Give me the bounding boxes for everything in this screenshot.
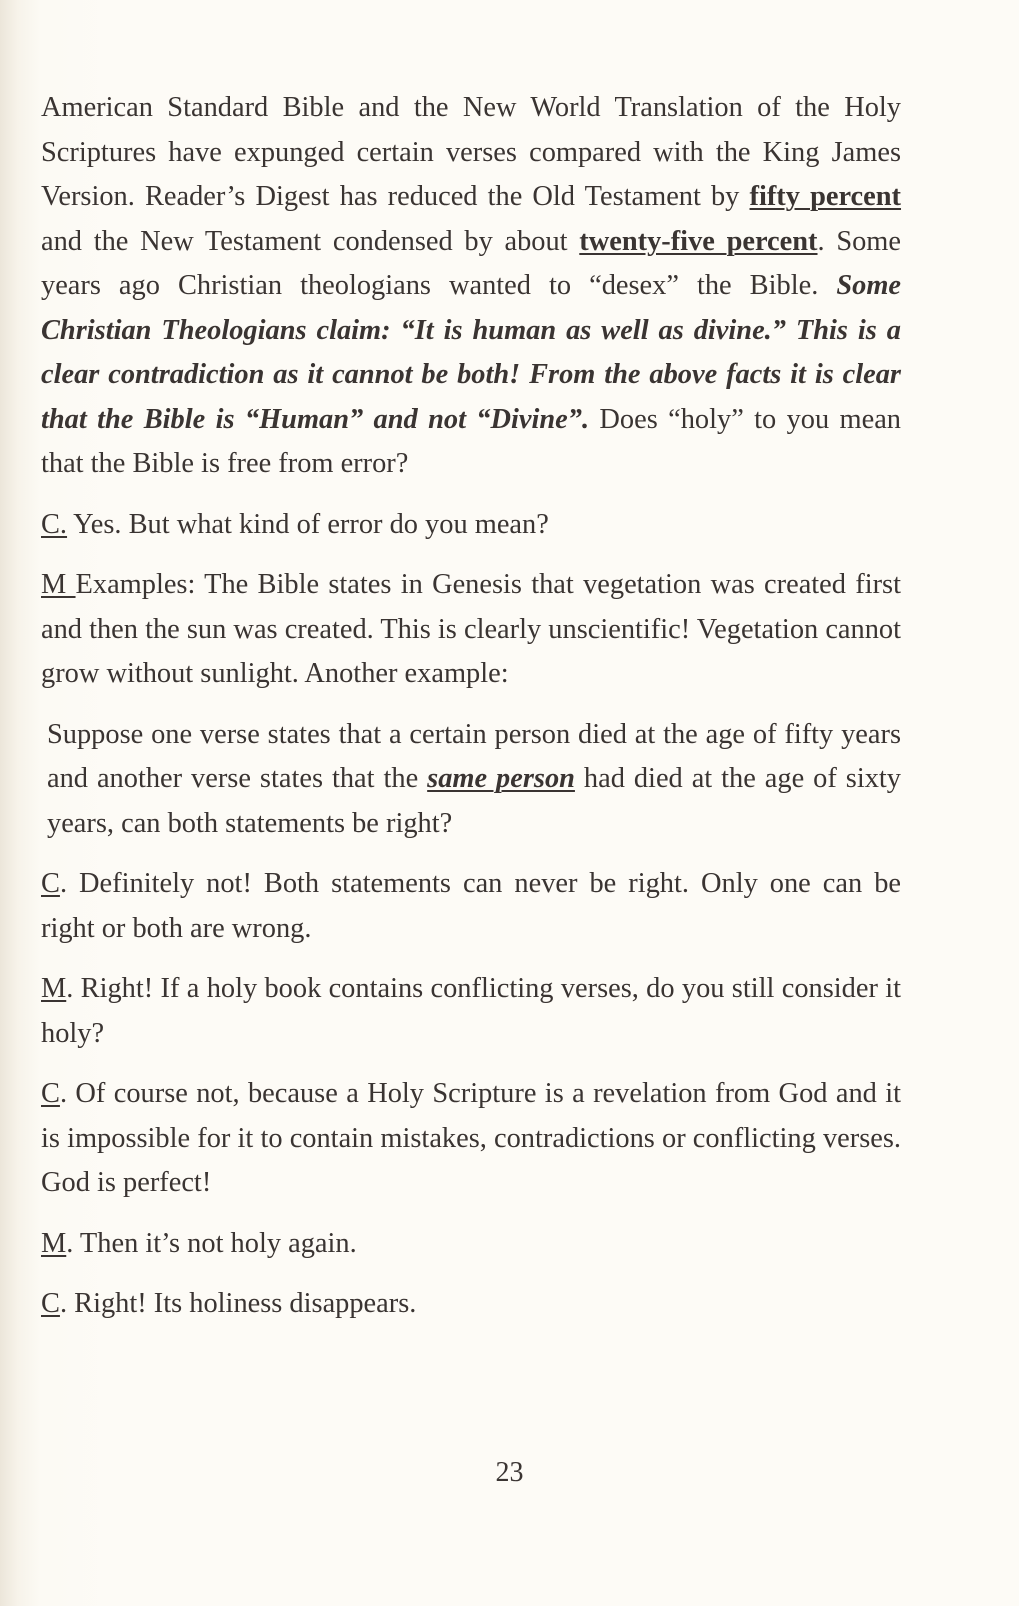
text: Does “holy” to you mean that the Bible is free from error? <box>41 403 901 479</box>
paragraph-7 <box>41 1072 901 1206</box>
speaker-label: M <box>41 973 67 1004</box>
emphasized-text: same person <box>427 763 575 794</box>
paragraph-9 <box>41 1282 901 1327</box>
speaker-label: C. <box>41 508 68 540</box>
text: . Right! If a holy book contains conflicting verses, do you still consider it holy? <box>41 973 901 1049</box>
paragraph-8 <box>41 1222 901 1267</box>
speaker-label: M <box>41 569 76 600</box>
text: . Then it’s not holy again. <box>66 1227 357 1259</box>
paragraph-5 <box>41 862 901 951</box>
paragraph-4 <box>41 713 901 847</box>
text: had died at the age of sixty years, can both statements be right? <box>47 763 901 839</box>
page-number: 23 <box>495 1457 524 1488</box>
text: Suppose one verse states that a certain person died at the age of fifty years and another verse states that the <box>47 718 901 794</box>
text: American Standard Bible and the New World Translation of the Holy Scriptures have expunged certain verses compared with the King James Version. Reader’s Digest has reduced the Old Testament by <box>41 92 901 212</box>
text: Yes. But what kind of error do you mean? <box>67 508 549 540</box>
paragraph-6 <box>41 967 901 1056</box>
underlined-bold-text: fifty percent <box>749 181 902 212</box>
body-text <box>41 86 901 1343</box>
speaker-label: M <box>41 1227 67 1259</box>
speaker-label: C <box>41 1288 60 1319</box>
paragraph-2 <box>41 503 901 548</box>
text: Examples: The Bible states in Genesis that vegetation was created first and then the sun was created. This is clearly unscientific! Vegetation cannot grow without sunlight. Another example: <box>41 569 901 689</box>
emphasized-text: Some Christian Theologians claim: “It is human as well as divine.” This is a clear contradiction as it cannot be both! From the above facts it is clear that the Bible is “Human” and not “Divine”. <box>41 270 901 435</box>
text: . Some years ago Christian theologians wanted to “desex” the Bible. <box>41 225 901 301</box>
text: . Of course not, because a Holy Scripture is a revelation from God and it is impossible for it to contain mistakes, contradictions or conflicting verses. God is perfect! <box>41 1078 901 1198</box>
speaker-label: C <box>41 868 60 899</box>
paragraph-3 <box>41 563 901 697</box>
underlined-bold-text: twenty-five percent <box>579 225 818 257</box>
text: . Right! Its holiness disappears. <box>59 1288 417 1319</box>
paragraph-1 <box>41 86 901 487</box>
text: . Definitely not! Both statements can never be right. Only one can be right or both are wrong. <box>41 868 901 944</box>
speaker-label: C <box>41 1078 60 1109</box>
text: and the New Testament condensed by about <box>41 225 580 257</box>
